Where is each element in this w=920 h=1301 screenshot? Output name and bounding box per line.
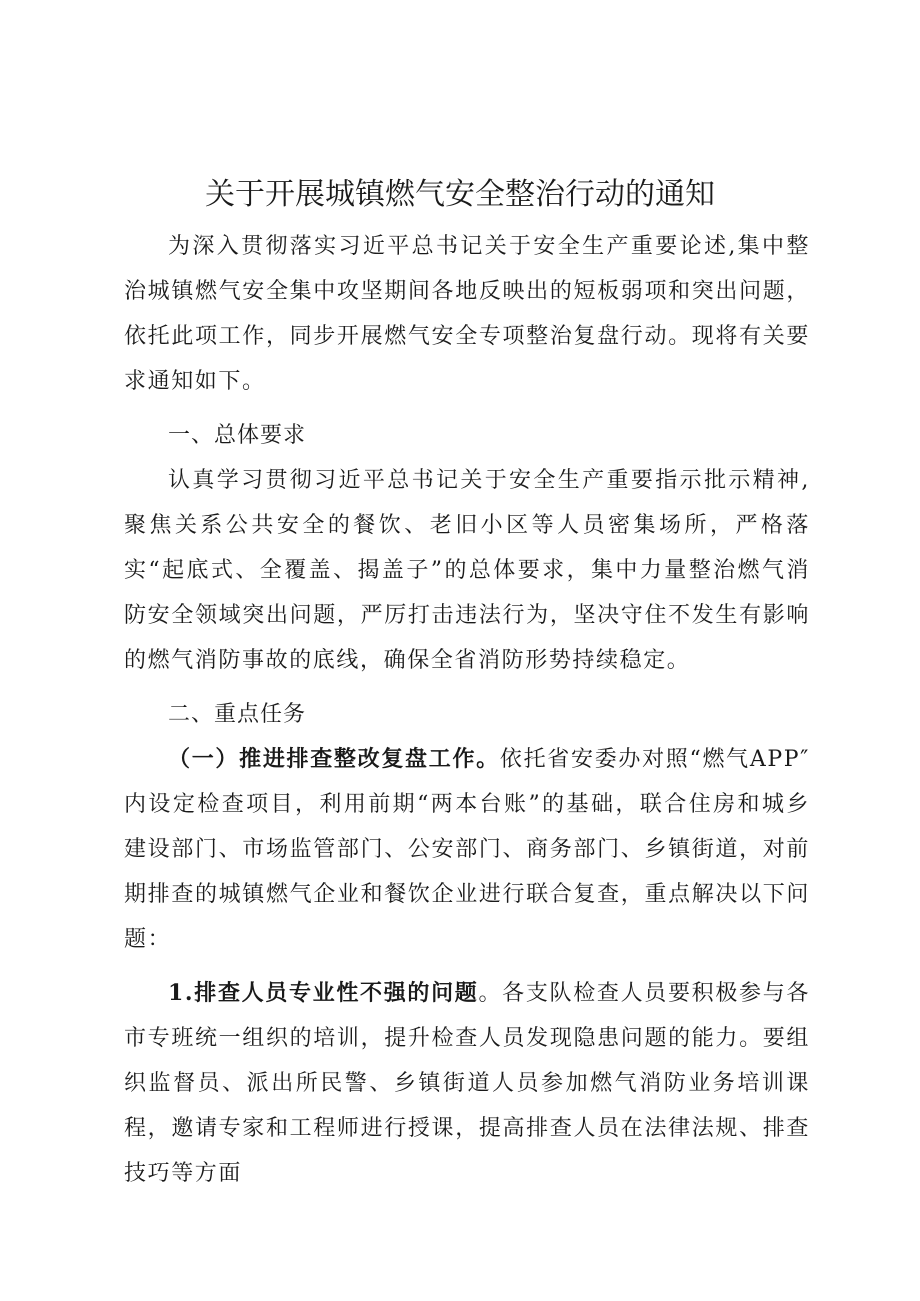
- document-title: 关于开展城镇燃气安全整治行动的通知: [205, 177, 715, 212]
- task-item-1-lead: （一）推进排查整改复盘工作。: [168, 746, 500, 772]
- section-heading-general-requirements: 一、总体要求: [168, 423, 307, 448]
- sub-item-1-body: 。各支队检查人员要积极参与各市专班统一组织的培训，提升检查人员发现隐患问题的能力。要组织监督员、派出所民警、乡镇街道人员参加燃气消防业务培训课程，邀请专家和工程师进行授课，提高排查人员在法律法规、排查技巧等方面: [124, 981, 810, 1186]
- task-item-1-paragraph: [124, 737, 810, 962]
- general-requirements-paragraph: 认真学习贯彻习近平总书记关于安全生产重要指示批示精神,聚焦关系公共安全的餐饮、老旧小区等人员密集场所，严格落实“起底式、全覆盖、揭盖子”的总体要求，集中力量整治燃气消防安全领域突出问题，严厉打击违法行为，坚决守住不发生有影响的燃气消防事故的底线，确保全省消防形势持续稳定。: [124, 468, 810, 673]
- sub-item-1-lead: 1.排查人员专业性不强的问题: [168, 980, 479, 1006]
- task-item-1-body: 依托省安委办对照“燃气APP″内设定检查项目，利用前期“两本台账”的基础，联合住房和城乡建设部门、市场监管部门、公安部门、商务部门、乡镇街道，对前期排查的城镇燃气企业和餐饮企业进行联合复查，重点解决以下问题：: [124, 747, 810, 952]
- document-body: [124, 224, 810, 1196]
- sub-item-1-paragraph: [124, 971, 810, 1196]
- section-heading-key-tasks: 二、重点任务: [168, 702, 307, 727]
- intro-paragraph: 为深入贯彻落实习近平总书记关于安全生产重要论述,集中整治城镇燃气安全集中攻坚期间各地反映出的短板弱项和突出问题，依托此项工作，同步开展燃气安全专项整治复盘行动。现将有关要求通知如下。: [124, 234, 810, 394]
